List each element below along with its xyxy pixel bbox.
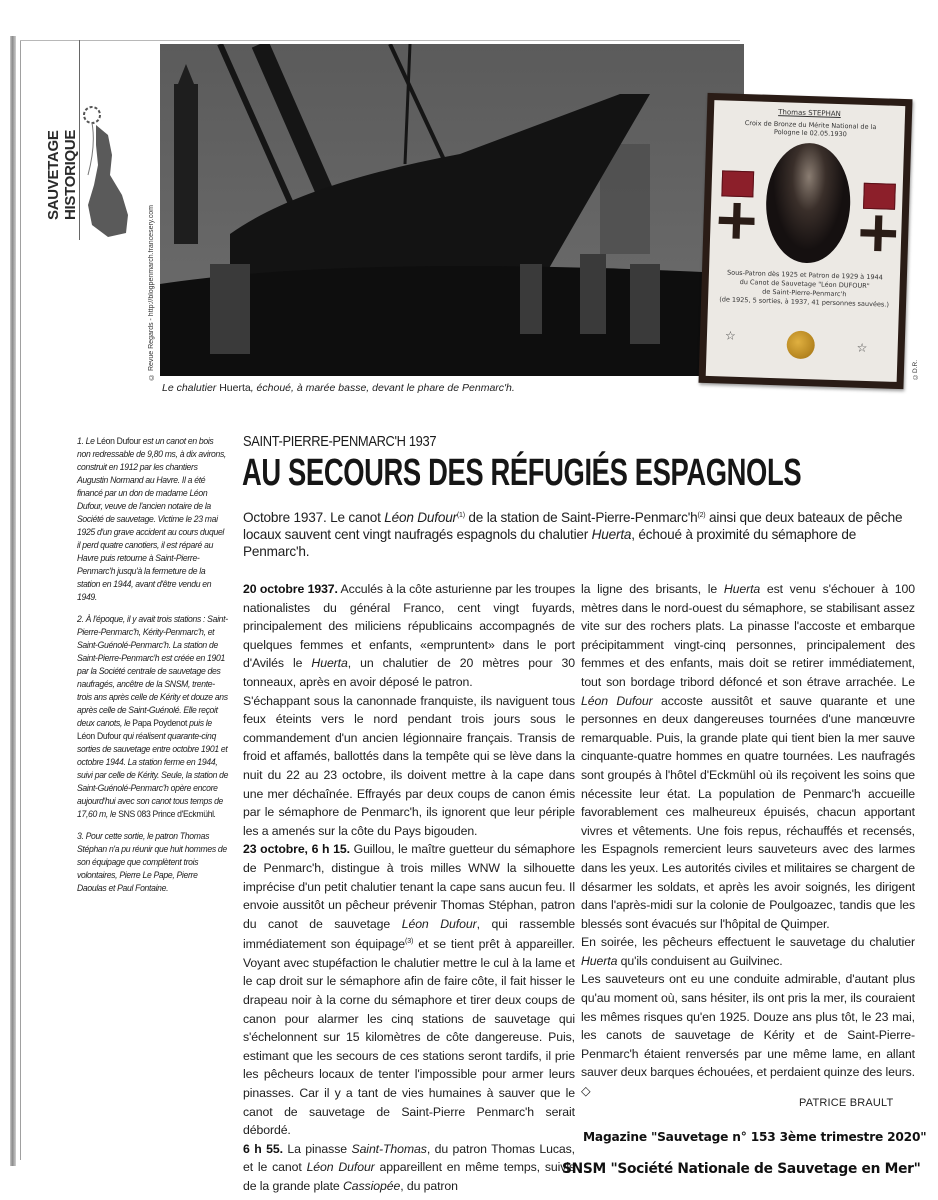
text-run: Les sauveteurs ont eu une conduite admirable, d'autant plus qu'au moment où, sans hésiter, ils ont pris la mer, ils couraient les mêmes risques qu'en 1925. Douze ans plus tôt, le 23 mai, les canots de sauvetage de Kérity et de Saint-Pierre-Penmarc'h étaient renversés par une même lame, en allant sauver deux barques échouées, et perdaient quinze des leurs. ◇ (581, 972, 915, 1099)
text-run: Léon Dufour (306, 1160, 375, 1175)
article-kicker: SAINT-PIERRE-PENMARC'H 1937 (243, 433, 437, 450)
photo-caption: Le chalutier Huerta, échoué, à marée basse, devant le phare de Penmarc'h. (162, 382, 515, 394)
star-icon: ☆ (724, 328, 736, 343)
text-run: est venu s'échouer à 100 mètres dans le nord-ouest du sémaphore, se stabilisant assez vite sur des rochers plats. La pinasse l'accoste et embarque précipitamment vingt-cinq personnes, principalement des femmes et des enfants, mais doit se retirer immédiatement, tout son bordage tribord défoncé et son étrave arrachée. Le (581, 582, 915, 689)
footnote-text: 3. Pour cette sortie, le patron Thomas Stéphan n'a pu réunir que huit hommes de son équipage que complètent trois volontaires, Pierre Le Pape, Pierre Daoulas et Paul Fontaine. (77, 830, 227, 893)
text-run: Huerta (591, 527, 632, 542)
scan-edge (10, 36, 16, 1166)
footnote-ref: (2) (697, 512, 706, 519)
penmarch-map-icon (78, 105, 148, 245)
text-run: appareillent en même temps, suivis de la grande plate (243, 1160, 575, 1193)
text-run: En soirée, les pêcheurs effectuent le sauvetage du chalutier (581, 935, 915, 950)
text-run: Acculés à la côte asturienne par les troupes nationalistes du général Franco, cent vingt fuyards, principalement des miliciens républicains accompagnés de quelques femmes et enfants, «empruntent» dans le port d'Avilés le (243, 582, 576, 671)
footnote-text: 1. Le (77, 435, 97, 446)
footnote-ref: (1) (456, 512, 465, 519)
footnote-text: 2. À l'époque, il y avait trois stations : Saint-Pierre-Penmarc'h, Kérity-Penmarc'h, et Saint-Guénolé-Penmarc'h. La station de Saint-Pierre-Penmarc'h est créée en 1901 par la Société centrale de sauvetage des naufragés, ancêtre de la SNSM, trente-trois ans après celle de Kérity et douze ans après celle de Saint-Guénolé. Elle reçoit deux canots, le (77, 613, 228, 728)
text-run: Léon Dufour (581, 693, 653, 708)
article-paragraph (581, 933, 915, 970)
footnote-ref: (3) (404, 938, 414, 946)
text-run: , un chalutier de 20 mètres pour 30 tonneaux, après en avoir déposé le patron. (243, 656, 575, 689)
section-tag: SAUVETAGE HISTORIQUE (45, 129, 79, 220)
text-run: ainsi que deux bateaux de pêche locaux sauvent cent vingt naufragés espagnols du chalutier (243, 510, 903, 542)
trawler-photo (160, 44, 744, 376)
footnote (77, 434, 229, 603)
author-byline: PATRICE BRAULT (799, 1097, 894, 1109)
footnote-text: est un canot en bois non redressable de 9,80 ms, à dix avirons, construit en 1912 par les chantiers Augustin Normand au Havre. Il a été financé par un don de madame Léon Dufour, veuve de l'ancien notaire de la Société de sauvetage. Victime le 23 mai 1925 d'un grave accident au cours duquel il perd quatre canotiers, il est réparé au Havre puis retourne à Saint-Pierre-Penmarc'h jusqu'à la fermeture de la station en 1944, avant d'être vendu en 1949. (77, 435, 227, 602)
footnote-text: Papa Poydenot (132, 717, 188, 728)
star-icon: ☆ (856, 340, 868, 355)
article-paragraph (581, 970, 915, 1100)
text-run: Léon Dufour (384, 510, 457, 525)
portrait-photo (764, 142, 852, 265)
text-run: accoste aussitôt et sauve quarante et une personnes en deux dangereuses tournées d'une manœuvre remarquable. Puis, la grande plate qui tient bien la mer sauve cinquante-quatre hommes en quatre tournées. Les naufragés sont groupés à l'hôtel d'Eckmühl où ils reçoivent les soins que nécessite leur état. La population de Penmarc'h accueille favorablement ces malheureux épuisés, chacun apportant vivres et vêtements. Une fois repus, réchauffés et recensés, les Espagnols remercient leurs sauveteurs avec des larmes dans les yeux. Les autorités civiles et militaires se chargent de désarmer les soldats, et après les avoir soignés, les dirigent dans l'après-midi sur la colonie de Poulgoazec, tandis que les blessés sont évacués sur l'hôpital de Quimper. (581, 693, 915, 931)
article-paragraph (243, 1140, 575, 1196)
text-run: Cassiopée (342, 1179, 401, 1193)
text-run: la ligne des brisants, le (581, 582, 724, 596)
photo-credit: © Revue Regards - http://blogpenmarch.francesery.com (148, 205, 155, 380)
text-run: Léon Dufour (401, 916, 477, 931)
footnote-text: Léon Dufour (96, 435, 141, 446)
text-run: 6 h 55. (243, 1141, 283, 1156)
text-run: 23 octobre, 6 h 15. (243, 842, 350, 857)
text-run: Saint-Thomas (351, 1141, 427, 1156)
article-headline: AU SECOURS DES RÉFUGIÉS ESPAGNOLS (242, 452, 802, 494)
text-run: , du patron (400, 1179, 458, 1193)
frame-service-text: Sous-Patron dès 1925 et Patron de 1929 à 1944 du Canot de Sauvetage "Léon DUFOUR" de Saint-Pierre-Penmarc'h (de 1925, 5 sorties, à 1937, 41 personnes sauvées.) (719, 268, 890, 309)
text-run: , échoué à proximité du sémaphore de Penmarc'h. (243, 527, 857, 559)
article-lead (243, 507, 913, 560)
text-run: , qui rassemble immédiatement son équipage (243, 916, 575, 952)
article-column-2 (581, 580, 915, 1101)
lighthouse (174, 84, 198, 244)
footnote (77, 612, 229, 820)
footnote-text: qui réalisent quarante-cinq sorties de sauvetage entre octobre 1901 et octobre 1944. La station ferme en 1944, suivi par celle de Kérity. Seule, la station de Saint-Guénolé-Penmarc'h opère encore aujourd'hui avec son canot tous temps de 17,60 m, le (77, 730, 229, 819)
text-run: qu'ils conduisent au Guilvinec. (617, 953, 783, 968)
footnote-text: SNS 083 Prince d'Eckmühl (118, 808, 214, 819)
text-run: S'échappant sous la canonnade franquiste, ils naviguent tous feux éteints vers le nord pendant trois jours sous le commandement d'un ancien légionnaire français. Transis de froid et affamés, ballottés dans la tempête qui se lève dans la nuit du 22 au 23 octobre, ils doivent mettre à la cape dans une mer déchaînée. Effrayés par deux coups de canon émis par le sémaphore de Penmarc'h, ils ignorent que leur périple les a amenés sur la côte du Pays bigouden. (243, 693, 575, 838)
footnote-text: Léon Dufour (77, 730, 121, 741)
frame-name: Thomas STEPHAN (778, 108, 841, 119)
text-run: et se tient prêt à appareiller. Voyant avec stupéfaction le chalutier mettre le cul à la lame et le cap droit sur le sémaphore afin de faire côte, il fait hisser le drapeau noir à la corne du sémaphore et tirer deux coups de canon pour alarmer les cinq stations de sauvetage qui s'échelonnent sur 15 kilomètres de côte dangereuse. Puis, estimant que les secours de ces stations seront tardifs, il prie les pêcheurs locaux de tenter l'impossible pour armer leurs pinasses. Car il y a tant de vies humaines à sauver que le canot de sauvetage de Saint-Pierre Penmarc'h serait débordé. (243, 937, 575, 1138)
footnote-text: puis le (187, 717, 212, 728)
text-run: Huerta (723, 582, 761, 596)
text-run: , du patron Thomas Lucas, et le canot (243, 1141, 575, 1175)
top-rule (20, 40, 740, 41)
article-paragraph (243, 580, 575, 692)
article-paragraph (581, 580, 915, 933)
source-organization: SNSM "Société Nationale de Sauvetage en Mer" (562, 1161, 921, 1177)
photo-credit-right: ©D.R. (912, 360, 919, 380)
medal-coin-icon (786, 330, 815, 359)
text-run: Octobre 1937. Le canot (243, 510, 385, 525)
source-magazine: Magazine "Sauvetage n° 153 3ème trimestre 2020" (583, 1130, 927, 1144)
frame-award: Croix de Bronze du Mérite National de la Pologne le 02.05.1930 (744, 119, 877, 139)
medal-right-icon (859, 183, 897, 264)
scan-edge-line (20, 40, 21, 1160)
text-run: Guillou, le maître guetteur du sémaphore de Penmarc'h, distingue à trois milles WNW la silhouette imprécise d'un petit chalutier tenant la cape sans aucun feu. Il envoie aussitôt un pêcheur prévenir Thomas Stéphan, patron du canot de sauvetage (243, 842, 575, 931)
footnote-text: . (213, 808, 216, 819)
text-run: 20 octobre 1937. (243, 582, 338, 596)
footnote (77, 829, 229, 894)
article-paragraph (243, 840, 575, 1140)
footnotes (77, 434, 229, 903)
text-run: de la station de Saint-Pierre-Penmarc'h (464, 510, 698, 525)
medal-left-icon (718, 170, 756, 251)
text-run: Huerta (581, 953, 618, 968)
text-run: La pinasse (282, 1141, 352, 1156)
text-run: Huerta (311, 656, 348, 671)
framed-portrait (698, 93, 912, 389)
article-paragraph (243, 692, 575, 841)
article-column-1 (243, 580, 575, 1196)
